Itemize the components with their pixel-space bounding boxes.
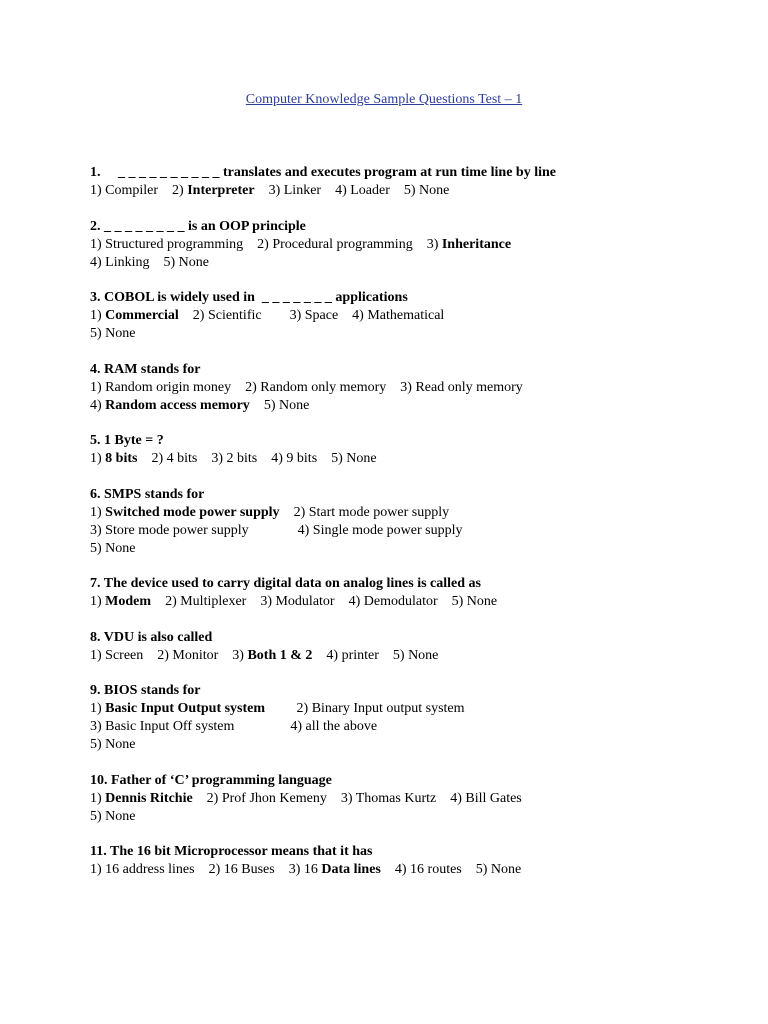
correct-answer: Both 1 & 2 — [247, 647, 313, 663]
options-line — [90, 504, 730, 522]
option-text: 3) Linker 4) Loader 5) None — [254, 183, 450, 198]
options-line — [90, 790, 730, 808]
options-line — [90, 718, 730, 736]
options-line — [90, 736, 730, 754]
correct-answer: Random access memory — [105, 397, 250, 413]
options-line — [90, 808, 730, 826]
option-text: 1) — [90, 701, 106, 716]
options-line — [90, 861, 730, 879]
question-block — [90, 772, 730, 826]
question-list — [90, 164, 730, 897]
question-text: 6. SMPS stands for — [90, 486, 205, 502]
option-text: 5) None — [90, 737, 136, 752]
options-line — [90, 522, 730, 540]
option-text: 3) Basic Input Off system 4) all the above — [90, 719, 378, 734]
question-text: 4. RAM stands for — [90, 361, 201, 377]
question-block — [90, 289, 730, 343]
option-text: 4) printer 5) None — [312, 647, 439, 663]
correct-answer: Inheritance — [441, 236, 512, 252]
options-line — [90, 593, 730, 611]
option-text: 4) — [90, 397, 106, 413]
option-text: 4) Linking 5) None — [90, 254, 209, 270]
question-text: 8. VDU is also called — [90, 629, 213, 645]
question-block — [90, 432, 730, 468]
option-text: 1) — [90, 790, 106, 806]
correct-answer: Data lines — [321, 862, 381, 877]
option-text: 2) Binary Input output system — [265, 701, 465, 716]
option-text: 1) — [90, 451, 106, 466]
question-text: 5. 1 Byte = ? — [90, 433, 164, 448]
options-line — [90, 700, 730, 718]
option-text: 2) Prof Jhon Kemeny 3) Thomas Kurtz 4) Bill Gates — [192, 790, 522, 806]
correct-answer: Dennis Ritchie — [105, 790, 193, 806]
options-line — [90, 450, 730, 468]
question-text: 2. _ _ _ _ _ _ _ _ is an OOP principle — [90, 218, 306, 234]
option-text: 3) Store mode power supply 4) Single mode power supply — [90, 522, 463, 538]
question-block — [90, 486, 730, 558]
option-text: 1) Screen 2) Monitor 3) — [90, 647, 248, 663]
options-line — [90, 307, 730, 325]
option-text: 2) Start mode power supply — [279, 504, 450, 520]
option-text: 1) Structured programming 2) Procedural programming 3) — [90, 236, 442, 252]
option-text: 1) Compiler 2) — [90, 183, 188, 198]
correct-answer: Basic Input Output system — [105, 701, 266, 716]
options-line — [90, 397, 730, 415]
option-text: 1) Random origin money 2) Random only memory 3) Read only memory — [90, 379, 523, 395]
option-text: 5) None — [249, 397, 310, 413]
question-block — [90, 164, 730, 200]
option-text: 2) Scientific 3) Space 4) Mathematical — [178, 308, 445, 323]
option-text: 1) — [90, 504, 106, 520]
correct-answer: Commercial — [105, 308, 179, 323]
question-block — [90, 575, 730, 611]
option-text: 2) Multiplexer 3) Modulator 4) Demodulator 5) None — [151, 594, 498, 609]
document-title: Computer Knowledge Sample Questions Test – 1 — [245, 92, 523, 107]
option-text: 5) None — [90, 808, 136, 824]
question-text: 7. The device used to carry digital data on analog lines is called as — [90, 576, 481, 591]
options-line — [90, 182, 730, 200]
options-line — [90, 540, 730, 558]
options-line — [90, 325, 730, 343]
option-text: 1) 16 address lines 2) 16 Buses 3) 16 — [90, 862, 322, 877]
question-text: 1. _ _ _ _ _ _ _ _ _ _ translates and executes program at run time line by line — [90, 165, 556, 180]
question-text: 11. The 16 bit Microprocessor means that it has — [90, 844, 373, 859]
question-text: 3. COBOL is widely used in _ _ _ _ _ _ _ applications — [90, 290, 408, 305]
option-text: 4) 16 routes 5) None — [380, 862, 522, 877]
correct-answer: Interpreter — [187, 183, 255, 198]
correct-answer: 8 bits — [105, 451, 138, 466]
question-block — [90, 361, 730, 415]
question-block — [90, 843, 730, 879]
question-block — [90, 682, 730, 754]
question-text: 9. BIOS stands for — [90, 683, 201, 698]
options-line — [90, 254, 730, 272]
question-block — [90, 629, 730, 665]
option-text: 1) — [90, 594, 106, 609]
question-block — [90, 218, 730, 272]
options-line — [90, 236, 730, 254]
question-text: 10. Father of ‘C’ programming language — [90, 772, 332, 788]
option-text: 1) — [90, 308, 106, 323]
option-text: 2) 4 bits 3) 2 bits 4) 9 bits 5) None — [137, 451, 377, 466]
option-text: 5) None — [90, 540, 136, 556]
options-line — [90, 379, 730, 397]
correct-answer: Switched mode power supply — [105, 504, 280, 520]
correct-answer: Modem — [105, 594, 152, 609]
option-text: 5) None — [90, 326, 136, 341]
options-line — [90, 647, 730, 665]
